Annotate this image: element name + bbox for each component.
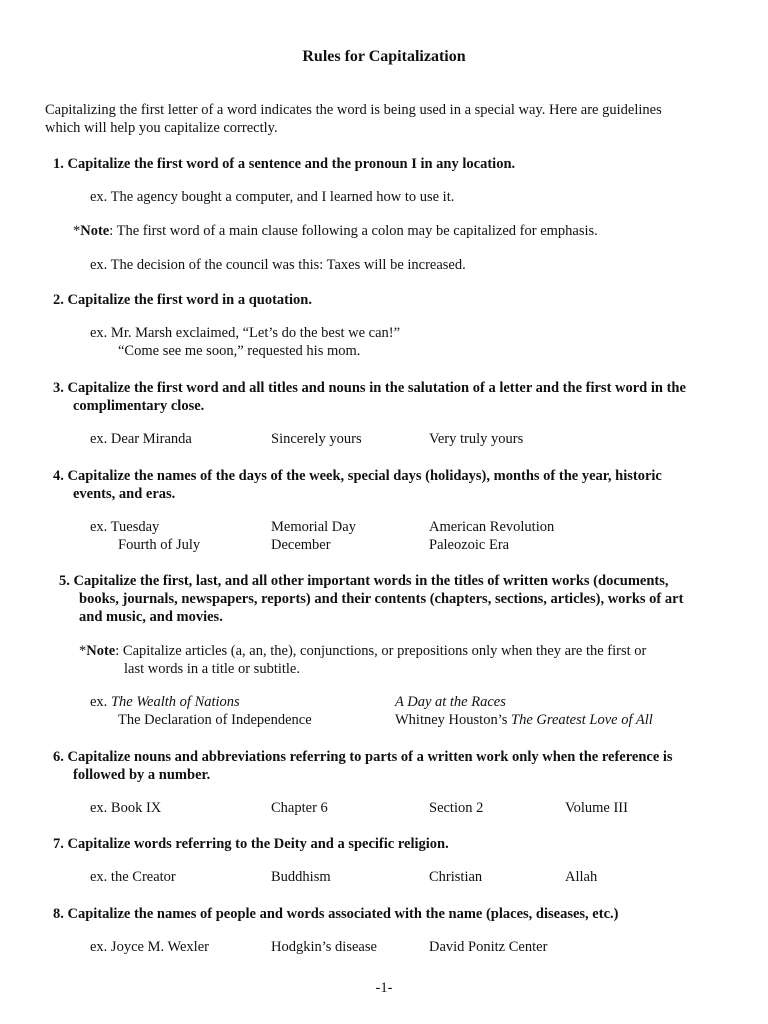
- page-title: Rules for Capitalization: [302, 48, 466, 65]
- rule-5-note-line-1: [79, 642, 646, 660]
- rule-2-example-1: ex. Mr. Marsh exclaimed, “Let’s do the best we can!”: [90, 325, 401, 341]
- rule-7-example-2: Buddhism: [271, 869, 331, 885]
- intro-line-1: Capitalizing the first letter of a word indicates the word is being used in a special way. Here are guidelines: [45, 102, 662, 118]
- note-text: : The first word of a main clause following a colon may be capitalized for emphasis.: [109, 223, 598, 239]
- rule-5-example-1: [90, 693, 240, 711]
- rule-5-example-2: [395, 693, 506, 711]
- rule-8-example-3: David Ponitz Center: [429, 939, 548, 955]
- rule-6-example-1: ex. Book IX: [90, 800, 162, 816]
- rule-7-heading: 7. Capitalize words referring to the Deity and a specific religion.: [53, 836, 449, 852]
- rule-4-example-6: Paleozoic Era: [429, 537, 510, 553]
- rule-1-note: [73, 222, 598, 240]
- rule-6-example-4: Volume III: [565, 800, 628, 816]
- example-title: A Day at the Races: [395, 694, 506, 710]
- note-label: Note: [86, 643, 116, 659]
- rule-1-example-2: ex. The decision of the council was this: Taxes will be increased.: [90, 257, 466, 273]
- rule-6-heading-line-1: 6. Capitalize nouns and abbreviations referring to parts of a written work only when the reference is: [53, 749, 673, 765]
- rule-3-heading-line-2: complimentary close.: [73, 398, 205, 414]
- example-title: The Wealth of Nations: [110, 694, 240, 710]
- intro-line-2: which will help you capitalize correctly.: [45, 120, 278, 136]
- rule-4-heading-line-1: 4. Capitalize the names of the days of the week, special days (holidays), months of the year, historic: [53, 468, 662, 484]
- note-asterisk: *: [73, 223, 81, 239]
- rule-4-heading-line-2: events, and eras.: [73, 486, 176, 502]
- rule-4-example-1: ex. Tuesday: [90, 519, 160, 535]
- rule-1-example: ex. The agency bought a computer, and I learned how to use it.: [90, 189, 455, 205]
- rule-8-example-1: ex. Joyce M. Wexler: [90, 939, 209, 955]
- rule-7-example-3: Christian: [429, 869, 483, 885]
- rule-3-example-1: ex. Dear Miranda: [90, 431, 192, 447]
- note-asterisk: *: [79, 643, 87, 659]
- rule-2-heading: 2. Capitalize the first word in a quotation.: [53, 292, 312, 308]
- rule-6-example-3: Section 2: [429, 800, 484, 816]
- rule-3-example-2: Sincerely yours: [271, 431, 362, 447]
- rule-5-heading-line-1: 5. Capitalize the first, last, and all other important words in the titles of written works (documents,: [59, 573, 669, 589]
- rule-7-example-4: Allah: [565, 869, 598, 885]
- rule-5-heading-line-2: books, journals, newspapers, reports) and their contents (chapters, sections, articles), works of art: [79, 591, 684, 607]
- rule-4-example-5: December: [271, 537, 331, 553]
- rule-1-heading: 1. Capitalize the first word of a sentence and the pronoun I in any location.: [53, 156, 516, 172]
- rule-4-example-2: Memorial Day: [271, 519, 356, 535]
- example-prefix: ex.: [90, 694, 111, 710]
- rule-4-example-3: American Revolution: [429, 519, 555, 535]
- rule-5-note-line-2: last words in a title or subtitle.: [124, 661, 300, 677]
- rule-5-example-3: The Declaration of Independence: [118, 712, 312, 728]
- rule-8-heading: 8. Capitalize the names of people and words associated with the name (places, diseases, etc.): [53, 906, 619, 922]
- rule-8-example-2: Hodgkin’s disease: [271, 939, 377, 955]
- note-label: Note: [80, 223, 110, 239]
- rule-3-heading-line-1: 3. Capitalize the first word and all titles and nouns in the salutation of a letter and the first word in the: [53, 380, 686, 396]
- rule-5-example-4: [395, 711, 653, 729]
- page-number: -1-: [375, 980, 393, 996]
- rule-6-heading-line-2: followed by a number.: [73, 767, 211, 783]
- rule-3-example-3: Very truly yours: [429, 431, 524, 447]
- rule-6-example-2: Chapter 6: [271, 800, 328, 816]
- example-prefix: Whitney Houston’s: [395, 712, 511, 728]
- rule-2-example-2: “Come see me soon,” requested his mom.: [118, 343, 361, 359]
- rule-4-example-4: Fourth of July: [118, 537, 201, 553]
- rule-5-heading-line-3: and music, and movies.: [79, 609, 223, 625]
- example-title: The Greatest Love of All: [511, 712, 653, 728]
- rule-7-example-1: ex. the Creator: [90, 869, 176, 885]
- note-text: : Capitalize articles (a, an, the), conjunctions, or prepositions only when they are the first or: [115, 643, 647, 659]
